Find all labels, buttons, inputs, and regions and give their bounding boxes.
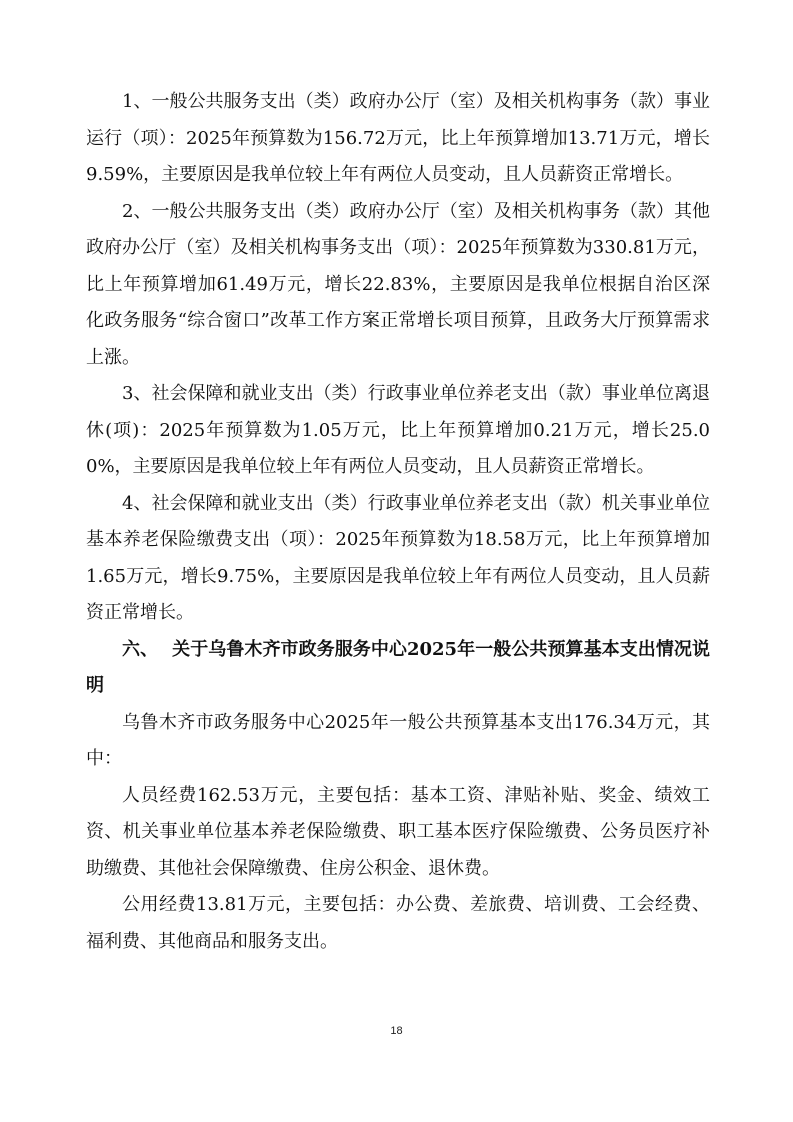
paragraph-item-4: 4、社会保障和就业支出（类）行政事业单位养老支出（款）机关事业单位基本养老保险缴费支出（项）：2025年预算数为18.58万元，比上年预算增加1.65万元，增长9.75%，主要原因是我单位较上年有两位人员变动，且人员薪资正常增长。 [86,492,710,623]
section-heading [86,632,710,705]
paragraph-item-1: 1、一般公共服务支出（类）政府办公厅（室）及相关机构事务（款）事业运行（项）：2025年预算数为156.72万元，比上年预算增加13.71万元，增长9.59%，主要原因是我单位较上年有两位人员变动，且人员薪资正常增长。 [86,91,710,185]
section-number: 六、 [122,638,159,660]
paragraph-item-3: 3、社会保障和就业支出（类）行政事业单位养老支出（款）事业单位离退休(项)：2025年预算数为1.05万元，比上年预算增加0.21万元，增长25.00%，主要原因是我单位较上年有两位人员变动，且人员薪资正常增长。 [86,383,710,477]
paragraph-personnel-expenses: 人员经费162.53万元，主要包括：基本工资、津贴补贴、奖金、绩效工资、机关事业单位基本养老保险缴费、职工基本医疗保险缴费、公务员医疗补助缴费、其他社会保障缴费、住房公积金、退休费。 [86,784,710,879]
paragraph-basic-expenditure: 乌鲁木齐市政务服务中心2025年一般公共预算基本支出176.34万元，其中： [86,711,710,769]
document-body [86,84,710,960]
section-title: 关于乌鲁木齐市政务服务中心2025年一般公共预算基本支出情况说明 [86,638,710,696]
paragraph-item-2: 2、一般公共服务支出（类）政府办公厅（室）及相关机构事务（款）其他政府办公厅（室）及相关机构事务支出（项）：2025年预算数为330.81万元，比上年预算增加61.49万元，增长22.83%，主要原因是我单位根据自治区深化政务服务“综合窗口”改革工作方案正常增长项目预算，且政务大厅预算需求上涨。 [86,200,710,368]
paragraph-public-expenses: 公用经费13.81万元，主要包括：办公费、差旅费、培训费、工会经费、福利费、其他商品和服务支出。 [86,894,710,952]
page-number: 18 [390,1025,403,1037]
